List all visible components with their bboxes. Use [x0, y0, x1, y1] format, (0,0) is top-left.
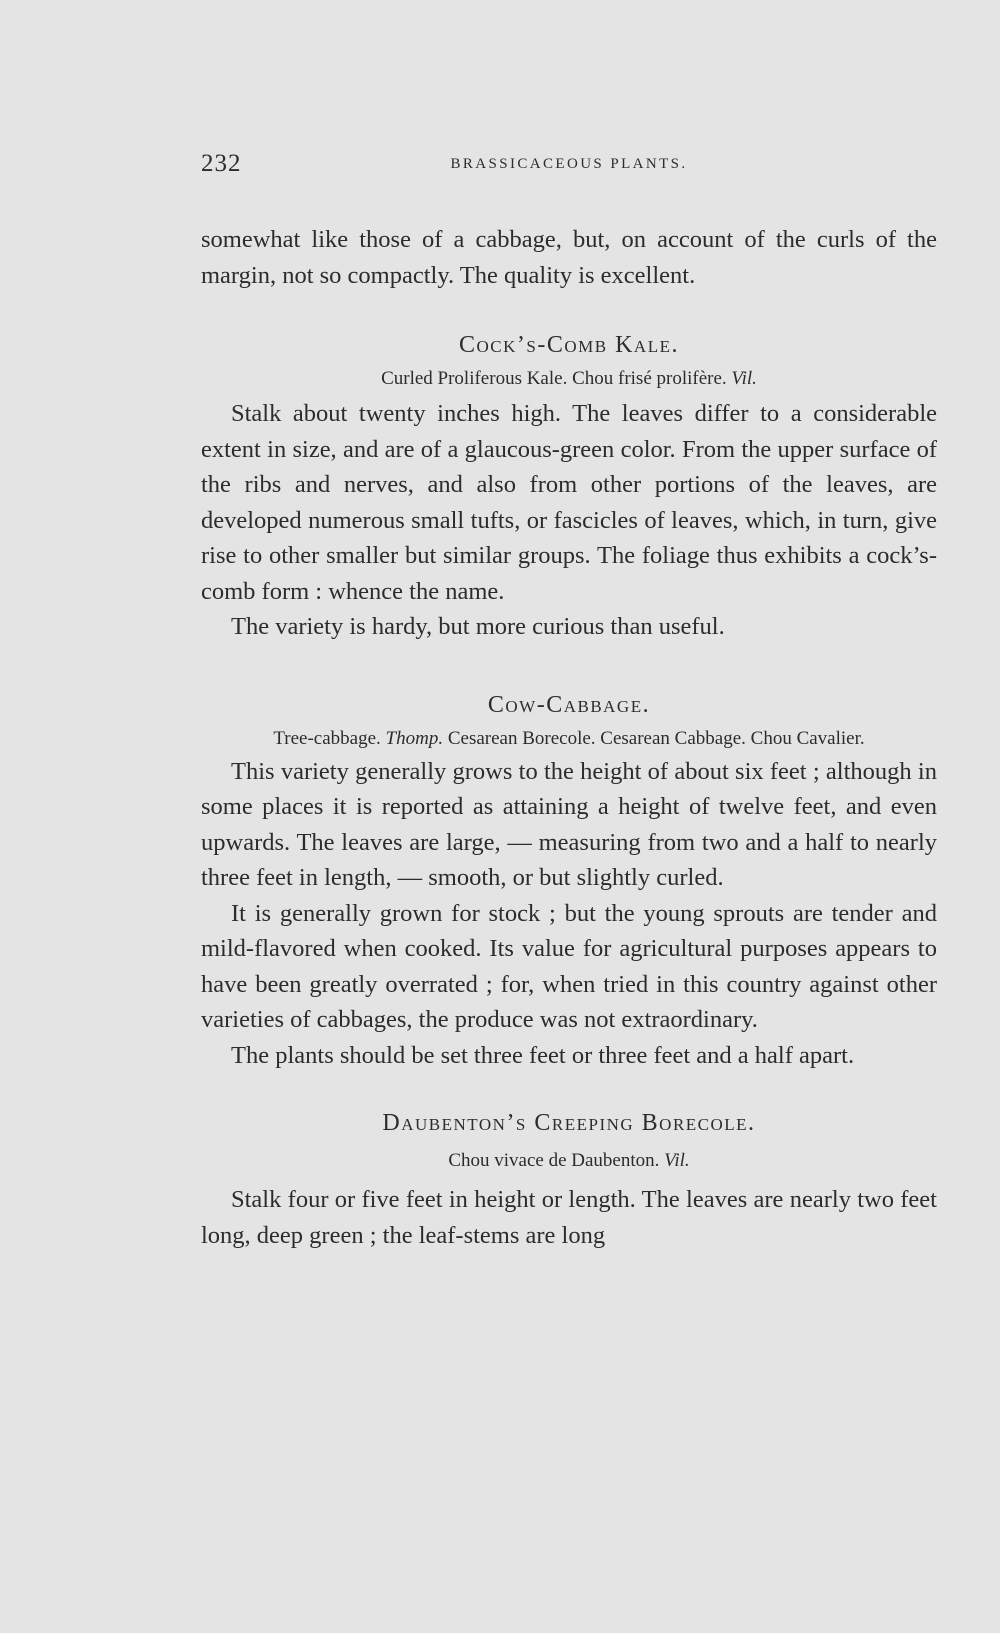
section-heading-cow-cabbage: Cow-Cabbage.: [487, 691, 651, 718]
paragraph: The plants should be set three feet or three feet and a half apart.: [231, 1041, 855, 1069]
paragraph: The variety is hardy, but more curious than useful.: [231, 613, 725, 640]
synonyms-text: Curled Proliferous Kale. Chou frisé prolifère.: [381, 368, 727, 389]
running-head: [201, 150, 937, 180]
synonyms-authority: Vil.: [731, 368, 757, 389]
synonyms-text: Chou vivace de Daubenton.: [448, 1150, 660, 1171]
section-heading-daubentons-creeping-borecole: Daubenton’s Creeping Borecole.: [382, 1110, 756, 1136]
synonyms-authority: Vil.: [664, 1150, 690, 1171]
paragraph: Stalk about twenty inches high. The leaves differ to a considerable extent in size, and are of a glaucous-green color. From the upper surface of the ribs and nerves, and also from other portions of the leaves, are developed numerous small tufts, or fascicles of leaves, which, in turn, give rise to other smaller but similar groups. The foliage thus exhibits a cock’s-comb form : whence the name.: [201, 400, 937, 605]
page-number: 232: [201, 150, 242, 177]
synonyms-cocks-comb-kale: [201, 365, 937, 392]
synonyms-cow-cabbage: [201, 725, 937, 752]
paragraph: This variety generally grows to the height of about six feet ; although in some places it is reported as attaining a height of twelve feet, and even upwards. The leaves are large, — measuring from two and a half to nearly three feet in length, — smooth, or but slightly curled.: [201, 757, 937, 891]
continuation-paragraph: somewhat like those of a cabbage, but, on account of the curls of the margin, not so compactly. The quality is excellent.: [201, 226, 937, 289]
synonyms-authority: Thomp.: [385, 727, 444, 749]
synonyms-daubentons-creeping-borecole: [201, 1147, 937, 1174]
section-heading-cocks-comb-kale: Cock’s-Comb Kale.: [459, 332, 679, 358]
synonyms-text-after: Cesarean Borecole. Cesarean Cabbage. Chou Cavalier.: [447, 727, 865, 749]
book-page: [201, 150, 937, 1253]
synonyms-text-before: Tree-cabbage.: [273, 727, 381, 749]
paragraph: It is generally grown for stock ; but the young sprouts are tender and mild-flavored when cooked. Its value for agricultural purposes appears to have been greatly overrated ; for, when tried in this country against other varieties of cabbages, the produce was not extraordinary.: [201, 899, 937, 1033]
paragraph: Stalk four or five feet in height or length. The leaves are nearly two feet long, deep green ; the leaf-stems are long: [201, 1186, 937, 1249]
running-title: BRASSICACEOUS PLANTS.: [450, 156, 688, 172]
